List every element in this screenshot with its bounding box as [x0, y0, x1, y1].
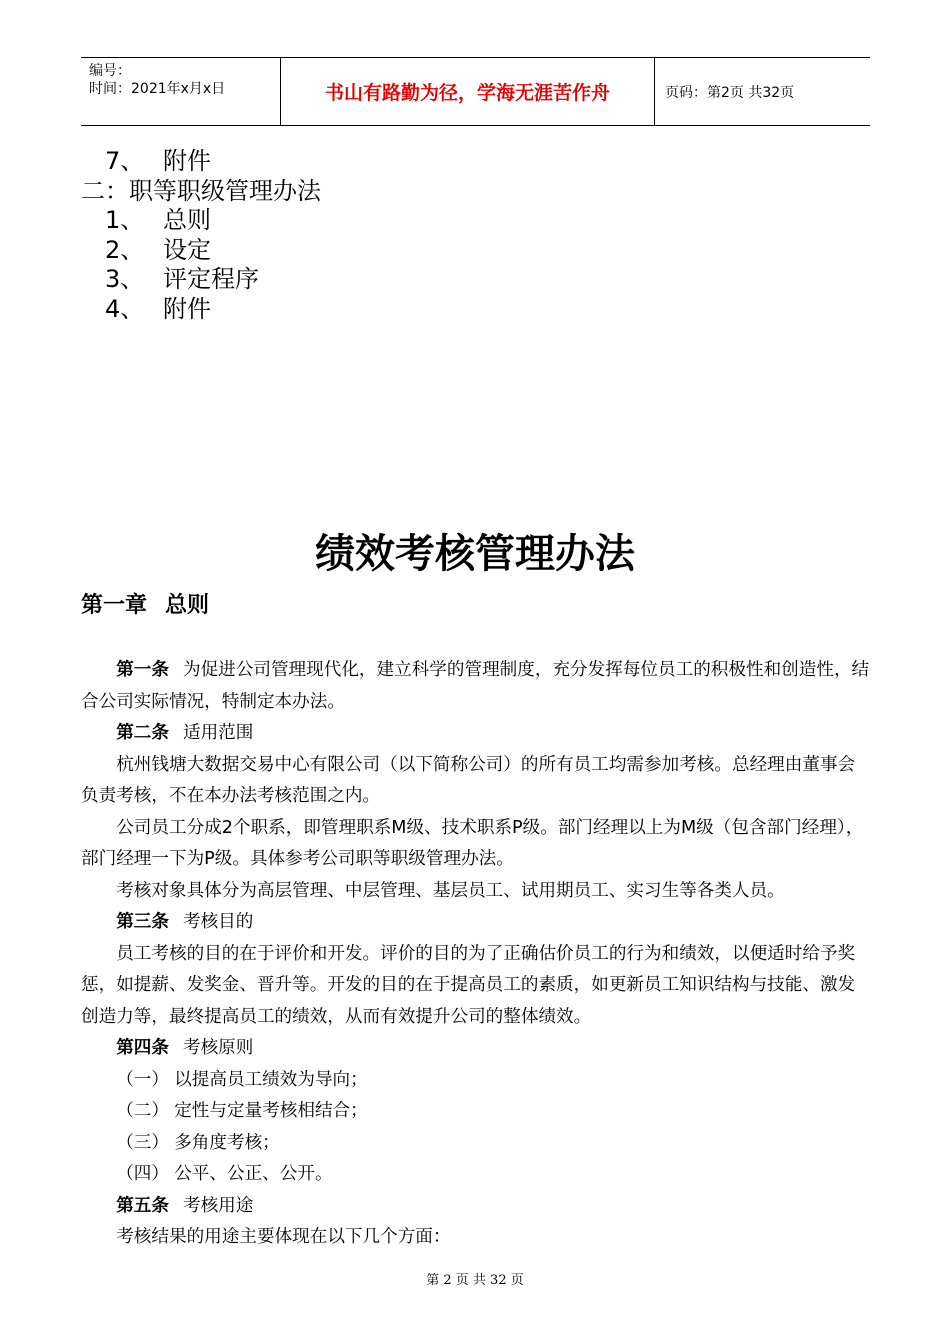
header-meta	[81, 58, 281, 125]
toc-section-heading: 二：职等职级管理办法	[81, 176, 321, 205]
header-page-info: 页码：第2页 共32页	[665, 84, 795, 101]
paragraph: 员工考核的目的在于评价和开发。评价的目的为了正确估价员工的行为和绩效，以便适时给予奖惩，如提薪、发奖金、晋升等。开发的目的在于提高员工的素质，如更新员工知识结构与技能、激发创造力等，最终提高员工的绩效，从而有效提升公司的整体绩效。	[81, 943, 856, 1027]
list-item: （四） 公平、公正、公开。	[116, 1164, 333, 1184]
list-item: （三） 多角度考核；	[116, 1132, 280, 1153]
toc-item: 2、 设定	[105, 235, 211, 264]
doc-date: 时间：2021年x月x日	[89, 81, 226, 97]
document-title: 绩效考核管理办法	[315, 530, 635, 577]
list-item: （一） 以提高员工绩效为导向；	[116, 1069, 368, 1090]
chapter-name: 总则	[165, 593, 210, 618]
paragraph: 考核对象具体分为高层管理、中层管理、基层员工、试用期员工、实习生等各类人员。	[116, 880, 785, 901]
toc-item: 1、 总则	[105, 206, 211, 235]
toc-item: 3、 评定程序	[105, 265, 259, 294]
paragraph: 考核结果的用途主要体现在以下几个方面：	[116, 1227, 451, 1247]
paragraph: 公司员工分成2个职系，即管理职系M级、技术职系P级。部门经理以上为M级（包含部门经理），部门经理一下为P级。具体参考公司职等职级管理办法。	[81, 817, 864, 869]
toc-item: 7、 附件	[105, 147, 211, 175]
page-header	[81, 57, 870, 126]
paragraph: 杭州钱塘大数据交易中心有限公司（以下简称公司）的所有员工均需参加考核。总经理由董事会负责考核，不在本办法考核范围之内。	[81, 754, 856, 806]
page-footer: 第 2 页 共 32 页	[426, 1273, 524, 1288]
list-item: （二） 定性与定量考核相结合；	[116, 1101, 368, 1121]
header-motto: 书山有路勤为径，学海无涯苦作舟	[281, 58, 655, 125]
doc-number-label: 编号：	[89, 63, 131, 79]
article-1: 第一条 为促进公司管理现代化，建立科学的管理制度，充分发挥每位员工的积极性和创造性，结合公司实际情况，特制定本办法。	[81, 660, 870, 712]
table-of-contents	[81, 147, 321, 325]
article-5-heading: 第五条 考核用途	[116, 1195, 254, 1216]
toc-item: 4、 附件	[105, 294, 211, 323]
document-body	[81, 655, 871, 1254]
chapter-heading	[81, 588, 209, 619]
article-2-heading: 第二条 适用范围	[116, 723, 254, 743]
article-3-heading: 第三条 考核目的	[116, 912, 254, 932]
chapter-number: 第一章	[81, 593, 148, 618]
article-4-heading: 第四条 考核原则	[116, 1038, 254, 1058]
